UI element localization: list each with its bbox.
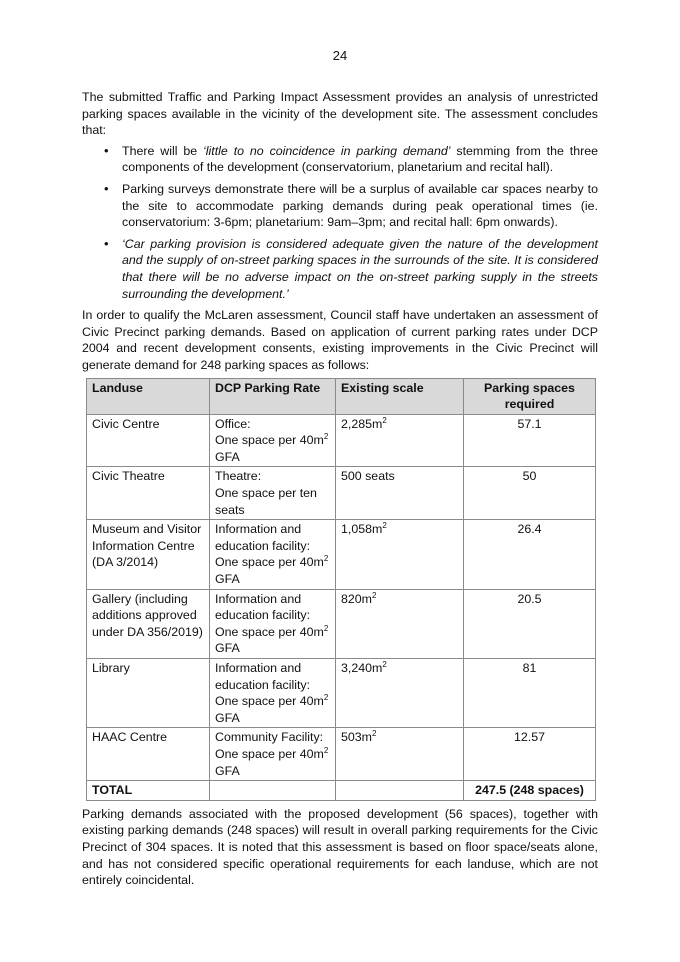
header-existing-scale: Existing scale: [336, 378, 464, 414]
cell-landuse: Museum and Visitor Information Centre (DA 3/2014): [87, 520, 210, 589]
cell-spaces-required: 12.57: [464, 728, 596, 781]
rate-category: Information and education facility:: [215, 661, 311, 692]
rate-category: Community Facility:: [215, 730, 324, 745]
scale-superscript: 2: [372, 729, 377, 739]
total-empty-cell: [336, 781, 464, 801]
rate-description: [215, 624, 330, 641]
scale-superscript: 2: [372, 590, 377, 600]
bullet-text: There will be: [122, 143, 204, 158]
rate-category: Information and education facility:: [215, 591, 311, 623]
scale-superscript: 2: [382, 659, 387, 669]
rate-text: One space per 40m: [215, 433, 324, 448]
rate-description: [215, 746, 330, 763]
list-item: • Parking surveys demonstrate there will be a surplus of available car spaces nearby to the site to accommodate parking demands during peak operational times (ie. conservatorium: 3-6pm; planetarium: 9am–3pm; and recital hall: 6pm onwards).: [122, 181, 598, 231]
rate-superscript: 2: [323, 554, 329, 564]
rate-unit: GFA: [215, 763, 240, 778]
rate-unit: GFA: [215, 710, 240, 725]
cell-landuse: Library: [87, 659, 210, 728]
assessment-conclusions-list: [82, 143, 598, 302]
cell-existing-scale: [336, 659, 464, 728]
cell-parking-rate: [210, 520, 336, 589]
table-row: [87, 728, 596, 781]
table-row: [87, 467, 596, 520]
scale-value: 3,240m: [341, 661, 383, 675]
scale-value: 503m: [341, 730, 372, 745]
cell-spaces-required: 26.4: [464, 520, 596, 589]
rate-unit: GFA: [215, 449, 240, 464]
scale-value: 820m: [341, 591, 372, 606]
table-total-row: [87, 781, 596, 801]
scale-superscript: 2: [382, 521, 387, 531]
rate-description: [215, 485, 330, 518]
rate-unit: GFA: [215, 641, 240, 656]
header-parking-rate: DCP Parking Rate: [210, 378, 336, 414]
rate-superscript: 2: [323, 623, 329, 633]
intro-paragraph: The submitted Traffic and Parking Impact Assessment provides an analysis of unrestricted parking spaces available in the vicinity of the development site. The assessment concludes that:: [82, 90, 598, 138]
table-row: [87, 589, 596, 658]
total-empty-cell: [210, 781, 336, 801]
cell-spaces-required: 81: [464, 659, 596, 728]
assessment-paragraph: In order to qualify the McLaren assessment, Council staff have undertaken an assessment of Civic Precinct parking demands. Based on application of current parking rates under DCP 2004 and recent development consents, existing improvements in the Civic Precinct will generate demand for 248 parking spaces as follows:: [82, 308, 598, 372]
conclusion-paragraph: Parking demands associated with the proposed development (56 spaces), together with existing parking demands (248 spaces) will result in overall parking requirements for the Civic Precinct of 304 spaces. It is noted that this assessment is based on floor space/seats alone, and has not considered specific operational requirements for each landuse, which are not entirely coincidental.: [82, 806, 598, 888]
cell-existing-scale: [336, 520, 464, 589]
rate-text: One space per 40m: [215, 746, 324, 761]
cell-existing-scale: [336, 467, 464, 520]
rate-category: Theatre:: [215, 469, 262, 484]
cell-parking-rate: [210, 659, 336, 728]
cell-parking-rate: [210, 589, 336, 658]
scale-value: 2,285m: [341, 416, 383, 431]
cell-landuse: Civic Theatre: [87, 467, 210, 520]
rate-text: One space per 40m: [215, 624, 324, 639]
rate-category: Office:: [215, 416, 251, 431]
rate-text: One space per 40m: [215, 694, 324, 709]
cell-spaces-required: 57.1: [464, 414, 596, 467]
table-row: [87, 520, 596, 589]
bullet-quote: ‘Car parking provision is considered adequate given the nature of the development and the supply of on-street parking spaces in the surrounds of the site. It is considered that there will be no adverse impact on the on-street parking supply in the streets surrounding the development.’: [122, 236, 598, 301]
rate-category: Information and education facility:: [215, 522, 311, 553]
rate-text: One space per 40m: [215, 555, 324, 570]
rate-text: One space per ten seats: [215, 486, 317, 517]
scale-superscript: 2: [382, 415, 387, 425]
cell-existing-scale: [336, 414, 464, 467]
rate-superscript: 2: [323, 745, 329, 755]
rate-description: [215, 432, 330, 449]
rate-description: [215, 693, 330, 710]
bullet-text: stemming from the three components of the development (conservatorium, planetarium and recital hall).: [122, 143, 598, 175]
table-row: [87, 414, 596, 467]
header-landuse: Landuse: [87, 378, 210, 414]
bullet-quote: ‘little to no coincidence in parking demand’: [203, 143, 451, 158]
table-row: [87, 659, 596, 728]
table-header-row: [87, 378, 596, 414]
scale-value: 1,058m: [341, 522, 383, 537]
parking-demand-table: [86, 378, 596, 801]
document-body: [82, 89, 598, 893]
cell-parking-rate: [210, 467, 336, 520]
list-item: [122, 236, 598, 302]
cell-parking-rate: [210, 728, 336, 781]
rate-description: [215, 554, 330, 571]
header-spaces-required: Parking spaces required: [464, 378, 596, 414]
rate-superscript: 2: [323, 693, 329, 703]
list-item: [122, 143, 598, 176]
cell-existing-scale: [336, 589, 464, 658]
scale-value: 500 seats: [341, 469, 395, 484]
total-label: TOTAL: [87, 781, 210, 801]
cell-spaces-required: 50: [464, 467, 596, 520]
total-value: 247.5 (248 spaces): [464, 781, 596, 801]
rate-unit: GFA: [215, 572, 240, 587]
cell-landuse: Gallery (including additions approved under DA 356/2019): [87, 589, 210, 658]
cell-existing-scale: [336, 728, 464, 781]
cell-spaces-required: 20.5: [464, 589, 596, 658]
cell-landuse: Civic Centre: [87, 414, 210, 467]
rate-superscript: 2: [323, 432, 329, 442]
page-number: 24: [332, 48, 348, 63]
cell-parking-rate: [210, 414, 336, 467]
cell-landuse: HAAC Centre: [87, 728, 210, 781]
